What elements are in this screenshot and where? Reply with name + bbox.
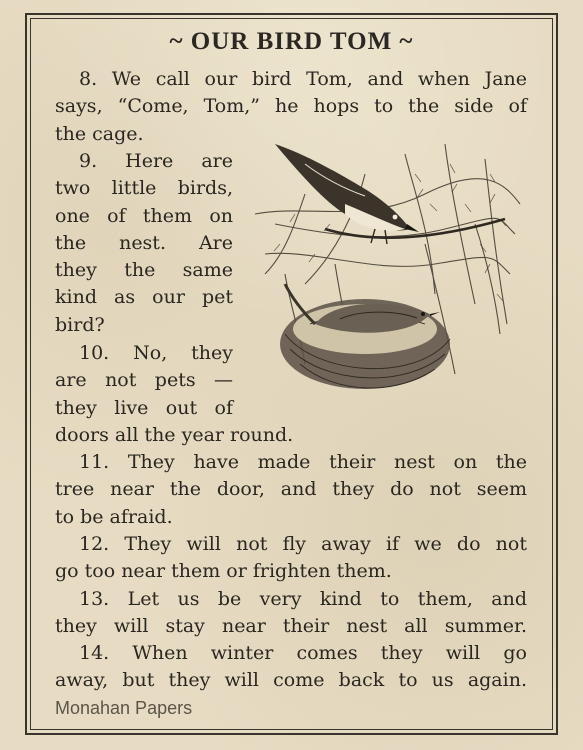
line: 11. They have made their nest on the	[79, 451, 527, 473]
line: 8. We call our bird Tom, and when Jane	[79, 68, 527, 90]
line: 14. When winter comes they will go	[79, 642, 527, 664]
line: one of them on	[55, 204, 233, 227]
line: 12. They will not fly away if we do not	[79, 533, 527, 555]
line: 9. Here are	[79, 150, 233, 172]
paragraph-14	[55, 640, 527, 695]
line: kind as our pet	[55, 286, 233, 309]
line: bird?	[55, 313, 105, 336]
line: the nest. Are	[55, 231, 233, 254]
line: they will stay near their nest all summer.	[55, 615, 527, 638]
paragraph-12	[55, 531, 527, 586]
line: 10. No, they	[79, 342, 233, 364]
line: doors all the year round.	[55, 424, 294, 446]
line: to be afraid.	[55, 505, 173, 528]
line: two little birds,	[55, 177, 233, 200]
paragraph-9	[55, 148, 233, 339]
paragraph-10-cont	[55, 422, 527, 449]
line: they the same	[55, 259, 233, 282]
line: away, but they will come back to us again.	[55, 669, 527, 692]
line: 13. Let us be very kind to them, and	[79, 588, 527, 610]
line: they live out of	[55, 396, 233, 419]
paragraph-10	[55, 340, 233, 422]
paragraph-11	[55, 449, 527, 531]
line: the cage.	[55, 122, 144, 145]
page-title: ~ OUR BIRD TOM ~	[169, 28, 414, 55]
paragraph-13	[55, 586, 527, 641]
birds-on-nest-icon	[245, 134, 525, 409]
line: are not pets —	[55, 369, 233, 392]
line: tree near the door, and they do not seem	[55, 478, 527, 501]
line: go too near them or frighten them.	[55, 560, 392, 583]
footer-credit: Monahan Papers	[55, 698, 193, 718]
line: says, “Come, Tom,” he hops to the side of	[55, 95, 527, 118]
